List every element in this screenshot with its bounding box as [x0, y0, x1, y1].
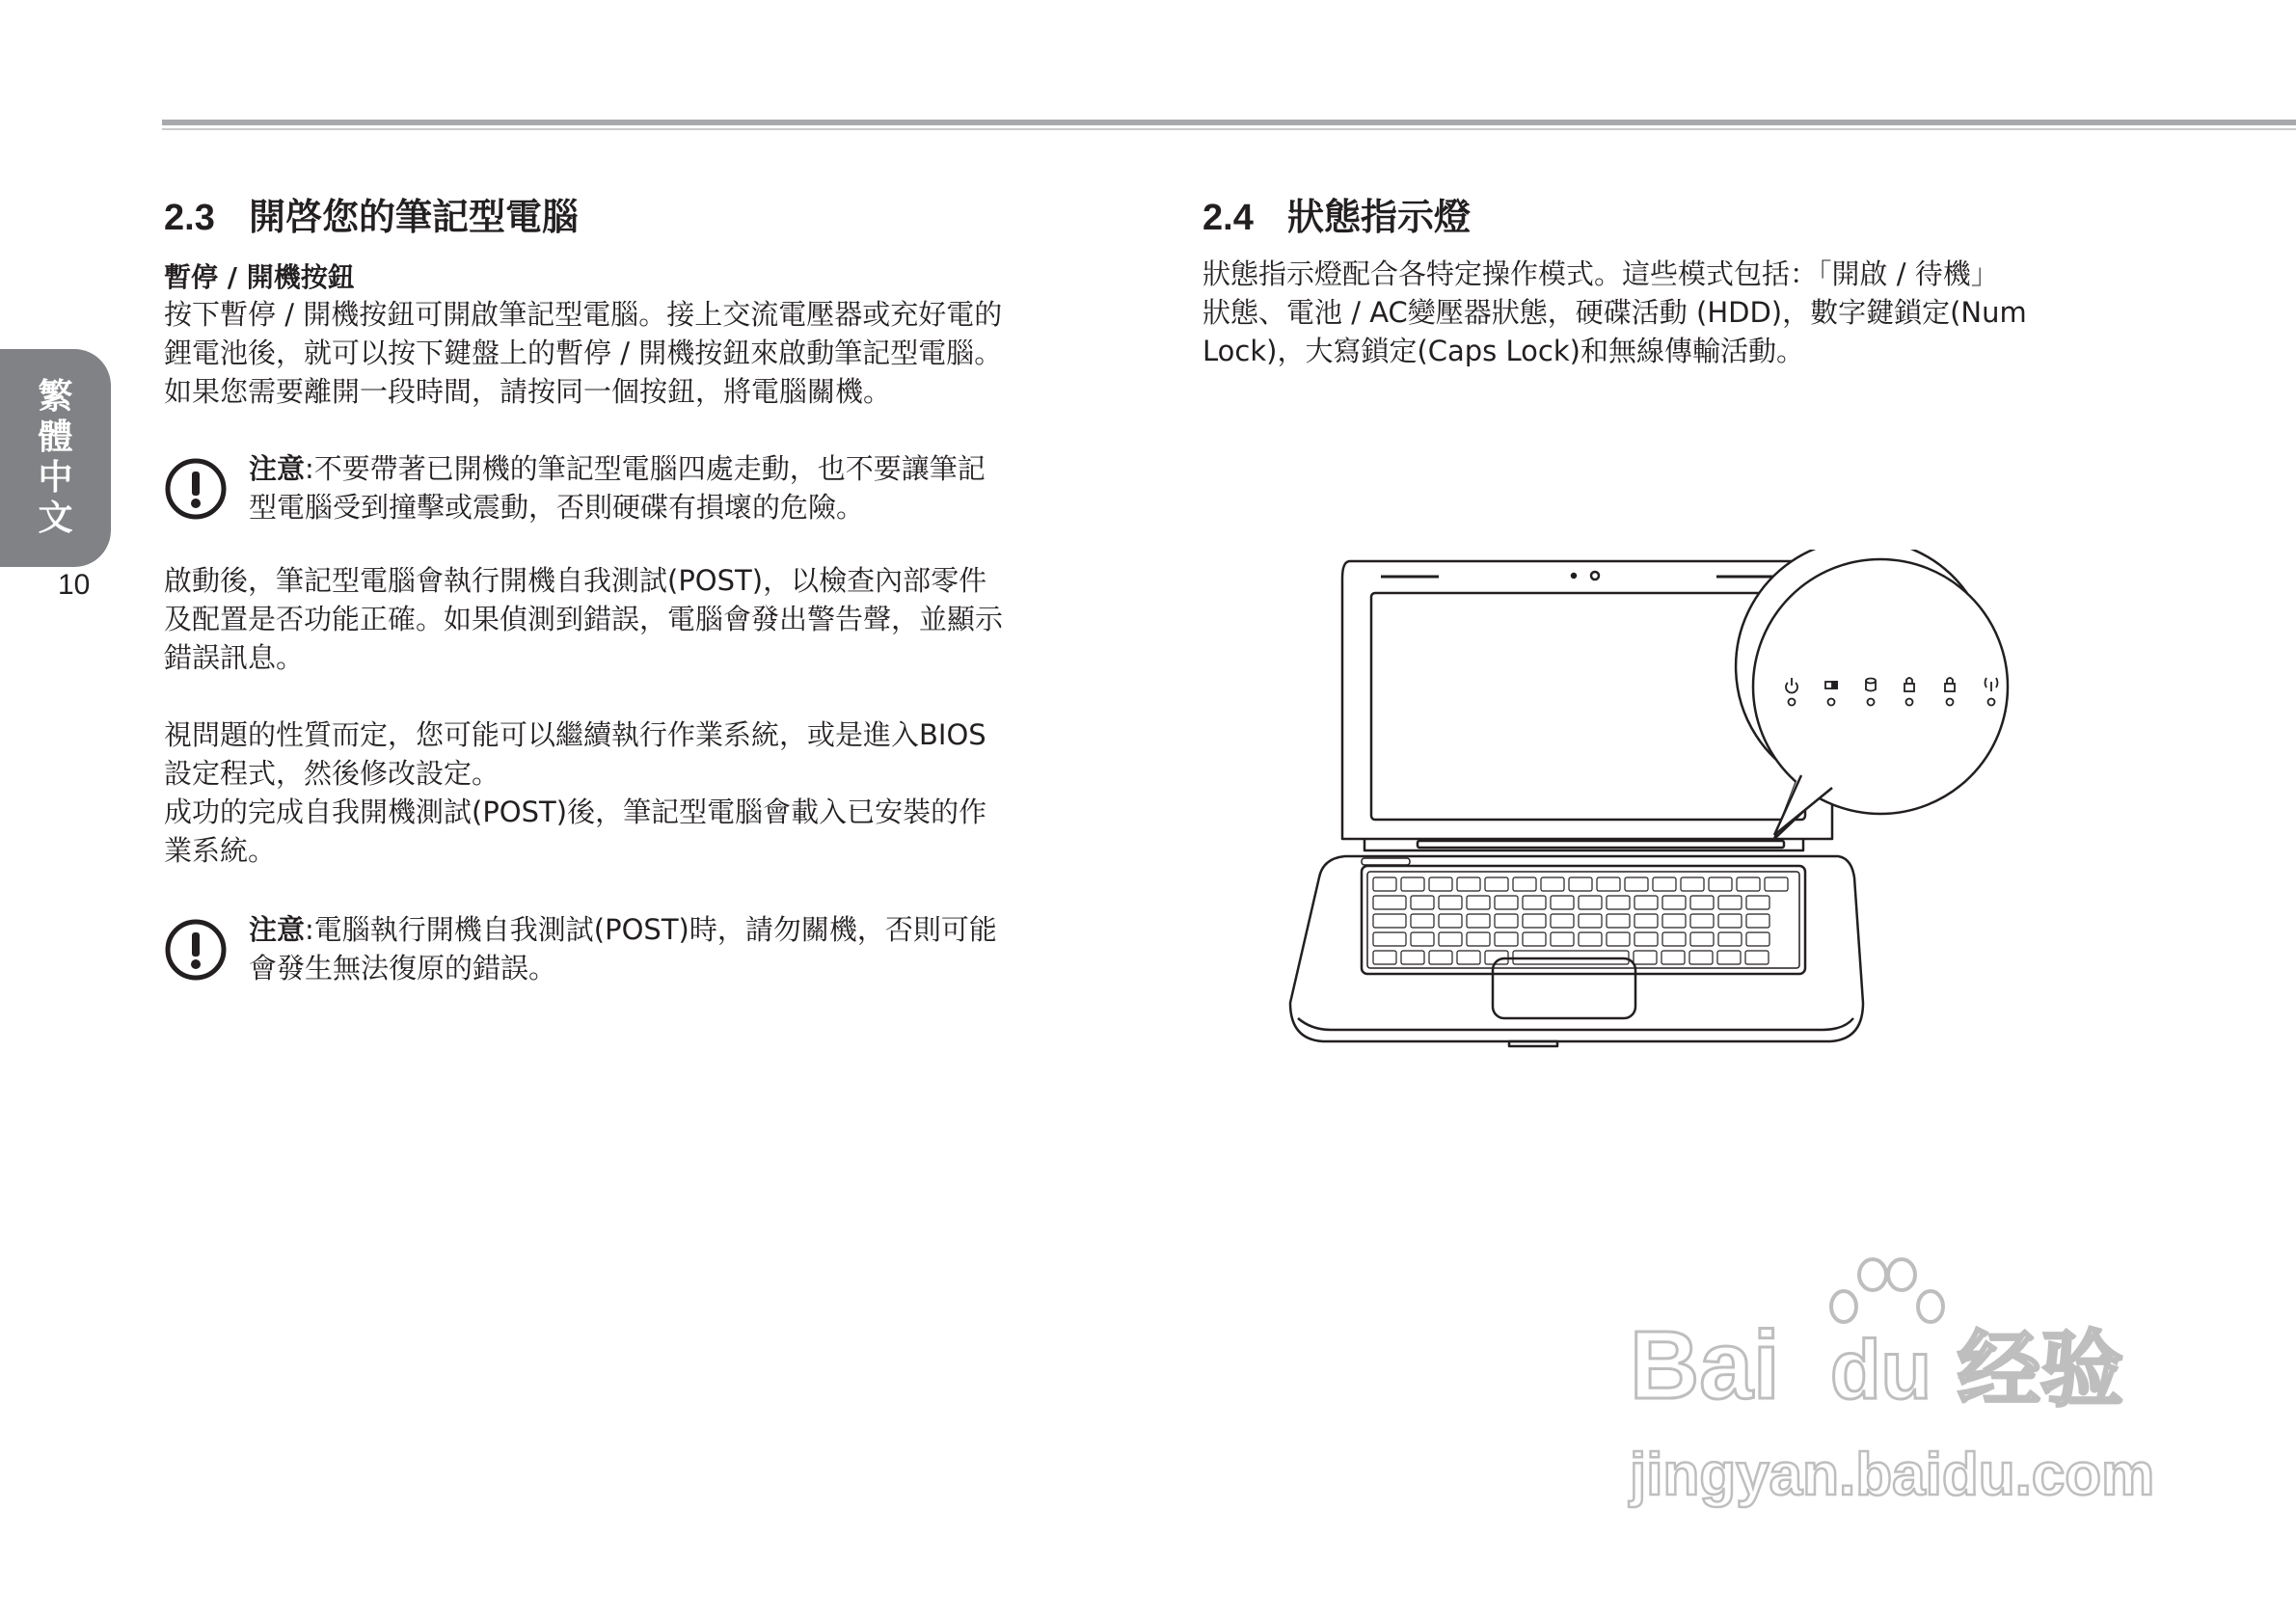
- keyboard-key: [1551, 914, 1574, 928]
- keyboard-key: [1718, 932, 1742, 946]
- keyboard-key: [1523, 896, 1546, 909]
- keyboard-key: [1634, 896, 1658, 909]
- keyboard-key: [1607, 932, 1630, 946]
- keyboard-key: [1746, 932, 1769, 946]
- keyboard-key: [1373, 914, 1406, 928]
- keyboard-key: [1513, 877, 1536, 891]
- keyboard-key: [1662, 896, 1686, 909]
- keyboard-key: [1634, 914, 1658, 928]
- keyboard-key: [1457, 877, 1480, 891]
- keyboard-key: [1495, 932, 1518, 946]
- caution-note-2: [164, 910, 1109, 987]
- keyboard-key: [1718, 896, 1742, 909]
- language-tab: [0, 349, 111, 567]
- caution-body: :不要帶著已開機的筆記型電腦四處走動，也不要讓筆記 型電腦受到撞擊或震動，否則硬碟有損壞的危險。: [249, 452, 986, 524]
- section-heading-2-4: [1202, 187, 1471, 240]
- keyboard-key: [1653, 877, 1676, 891]
- caution-label: 注意: [249, 452, 306, 485]
- keyboard-key: [1439, 896, 1462, 909]
- keyboard-key: [1689, 951, 1713, 964]
- keyboard-key: [1411, 914, 1434, 928]
- keyboard-key: [1467, 914, 1490, 928]
- header-rule: [162, 120, 2296, 125]
- keyboard-key: [1551, 896, 1574, 909]
- keyboard-key: [1541, 877, 1564, 891]
- keyboard-key: [1373, 932, 1406, 946]
- keyboard-key: [1579, 914, 1602, 928]
- watermark-cn: 经验: [1958, 1322, 2123, 1418]
- language-tab-char: 中: [38, 458, 73, 498]
- caution-icon: [164, 918, 228, 982]
- keyboard-key: [1523, 932, 1546, 946]
- caution-note-text: [249, 910, 997, 987]
- keyboard-key: [1717, 951, 1741, 964]
- keyboard-key: [1439, 914, 1462, 928]
- language-tab-char: 體: [38, 418, 73, 457]
- paragraph-status-lights: 狀態指示燈配合各特定操作模式。這些模式包括：「開啟 / 待機」 狀態、電池 / AC變壓器狀態，硬碟活動 (HDD)，數字鍵鎖定(Num Lock)，大寫鎖定(Caps Lock)和無線傳輸活動。: [1202, 257, 2027, 367]
- keyboard-key: [1411, 896, 1434, 909]
- keyboard-key: [1579, 932, 1602, 946]
- section-title: 開啓您的筆記型電腦: [249, 196, 580, 238]
- keyboard-key: [1625, 877, 1648, 891]
- section-number: 2.4: [1202, 198, 1254, 238]
- keyboard-key: [1709, 877, 1732, 891]
- keyboard-key: [1523, 914, 1546, 928]
- keyboard-key: [1467, 932, 1490, 946]
- language-tab-char: 文: [38, 499, 73, 538]
- keyboard-key: [1439, 932, 1462, 946]
- keyboard-key: [1746, 914, 1769, 928]
- keyboard-key: [1373, 896, 1406, 909]
- keyboard-key: [1551, 932, 1574, 946]
- keyboard-key: [1737, 877, 1760, 891]
- keyboard-key: [1429, 877, 1452, 891]
- keyboard-key: [1765, 877, 1788, 891]
- keyboard-key: [1597, 877, 1620, 891]
- keyboard-key: [1690, 896, 1714, 909]
- keyboard-key: [1690, 914, 1714, 928]
- keyboard-key: [1569, 877, 1592, 891]
- watermark-brand: Bai: [1630, 1311, 1780, 1419]
- watermark-url: jingyan.baidu.com: [1630, 1442, 2155, 1508]
- keyboard-key: [1373, 877, 1396, 891]
- keyboard-key: [1745, 951, 1769, 964]
- caution-note-text: [249, 449, 986, 526]
- subheading-power-button: 暫停 / 開機按鈕: [164, 261, 355, 293]
- laptop-illustration: [1273, 550, 2015, 1051]
- paragraph-bios: 視問題的性質而定，您可能可以繼續執行作業系統，或是進入BIOS 設定程式，然後修改設定。 成功的完成自我開機測試(POST)後，筆記型電腦會載入已安裝的作 業系統。: [164, 718, 987, 867]
- keyboard-key: [1467, 896, 1490, 909]
- keyboard-key: [1429, 951, 1452, 964]
- keyboard-key: [1401, 951, 1424, 964]
- keyboard-key: [1634, 932, 1658, 946]
- language-tab-char: 繁: [38, 377, 73, 417]
- keyboard-key: [1662, 932, 1686, 946]
- keyboard-key: [1718, 914, 1742, 928]
- keyboard-key: [1607, 914, 1630, 928]
- caution-note-1: [164, 449, 1109, 526]
- keyboard-key: [1690, 932, 1714, 946]
- keyboard-key: [1607, 896, 1630, 909]
- keyboard-key: [1661, 951, 1685, 964]
- paragraph-post: 啟動後，筆記型電腦會執行開機自我測試(POST)，以檢查內部零件 及配置是否功能正確。如果偵測到錯誤，電腦會發出警告聲，並顯示 錯誤訊息。: [164, 564, 1004, 674]
- keyboard-key: [1746, 896, 1769, 909]
- keyboard-key: [1457, 951, 1480, 964]
- keyboard-key: [1495, 914, 1518, 928]
- keyboard-key: [1634, 951, 1657, 964]
- section-heading-2-3: [164, 187, 579, 240]
- section-title: 狀態指示燈: [1287, 196, 1472, 238]
- keyboard-key: [1411, 932, 1434, 946]
- keyboard-key: [1373, 951, 1396, 964]
- keyboard-key: [1401, 877, 1424, 891]
- caution-label: 注意: [249, 913, 306, 946]
- section-number: 2.3: [164, 198, 215, 238]
- caution-body: :電腦執行開機自我測試(POST)時，請勿關機，否則可能 會發生無法復原的錯誤。: [249, 913, 997, 984]
- keyboard-key: [1681, 877, 1704, 891]
- page-number: 10: [58, 569, 91, 601]
- baidu-watermark: [1620, 1254, 2160, 1543]
- paragraph-power-on: 按下暫停 / 開機按鈕可開啟筆記型電腦。接上交流電壓器或充好電的 鋰電池後，就可以按下鍵盤上的暫停 / 開機按鈕來啟動筆記型電腦。 如果您需要離開一段時間，請按同一個按鈕，將電腦關機。: [164, 298, 1003, 408]
- keyboard-key: [1495, 896, 1518, 909]
- keyboard-key: [1662, 914, 1686, 928]
- keyboard-key: [1485, 877, 1508, 891]
- keyboard-key: [1579, 896, 1602, 909]
- caution-icon: [164, 457, 228, 521]
- watermark-brand-du: du: [1830, 1324, 1932, 1416]
- header-rule-thin: [162, 128, 2296, 130]
